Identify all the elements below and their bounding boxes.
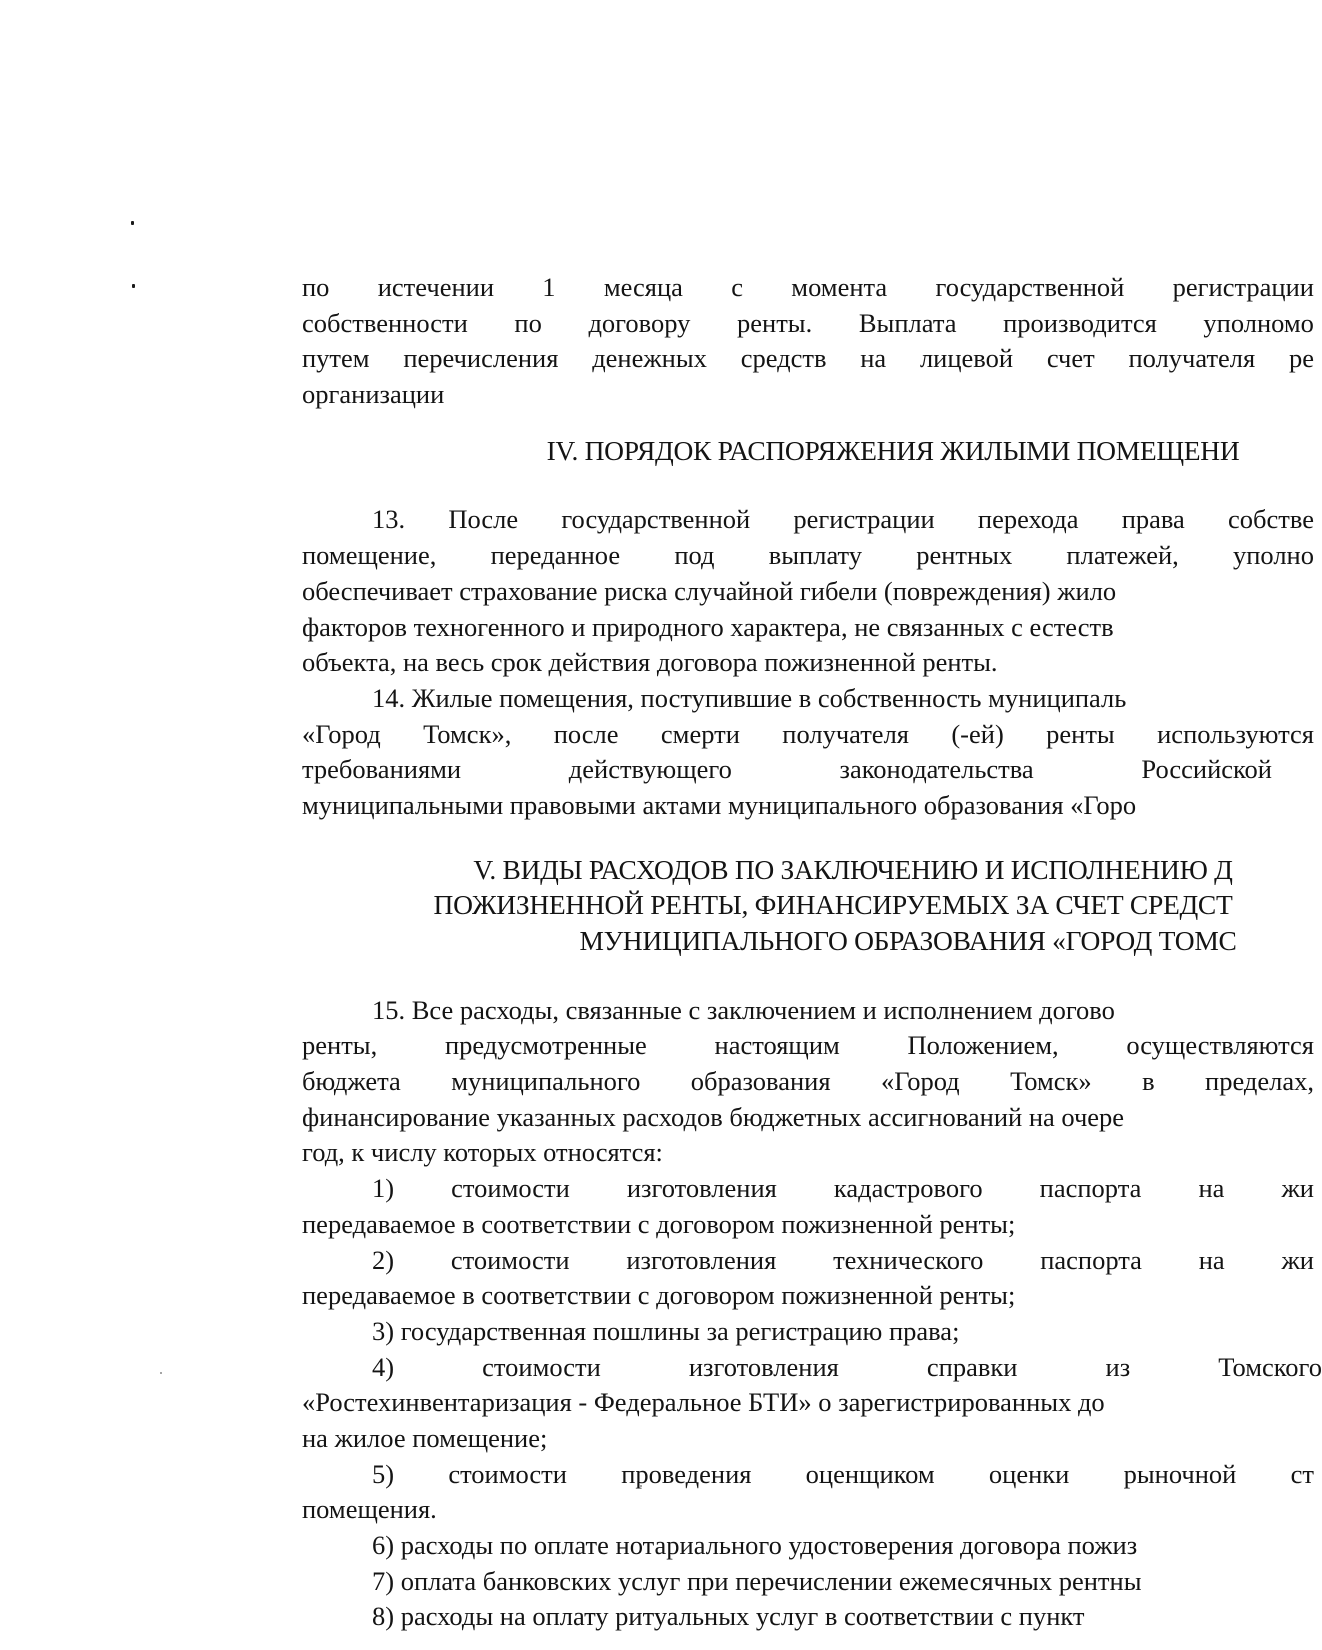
text-line: 3) государственная пошлины за регистрацию права; (372, 1315, 960, 1346)
text-line: 15. Все расходы, связанные с заключением и исполнением догово (372, 994, 1115, 1025)
paragraph-15 (302, 993, 1314, 1171)
word: регистрации (1172, 272, 1314, 302)
text-line (302, 1350, 1322, 1386)
word: 1 (542, 272, 556, 302)
list-item (302, 1243, 1314, 1314)
word: права (1121, 504, 1185, 535)
word: производится (1003, 307, 1157, 338)
text-line (302, 270, 1314, 306)
word: смерти (660, 718, 740, 749)
text-line: 6) расходы по оплате нотариального удостоверения договора пожиз (372, 1530, 1138, 1560)
text-line: на жилое помещение; (302, 1422, 548, 1453)
text-line: передаваемое в соответствии с договором пожизненной ренты; (302, 1208, 1016, 1239)
text-line (302, 1171, 1314, 1207)
word: перечисления (403, 343, 559, 374)
word: перехода (977, 504, 1079, 535)
word: по (514, 307, 542, 338)
list-item (302, 1457, 1314, 1528)
word: образования (690, 1066, 831, 1097)
word: Положением, (907, 1030, 1059, 1061)
word: технического (833, 1244, 984, 1275)
text-line: обеспечивает страхование риска случайной гибели (повреждения) жило (302, 575, 1117, 606)
word: платежей, (1066, 540, 1179, 571)
word: жи (1281, 1244, 1314, 1275)
word: ренты (1046, 718, 1115, 749)
word: денежных (592, 343, 707, 374)
text-line (302, 306, 1314, 342)
word: момента (791, 272, 888, 302)
word: бюджета (302, 1066, 401, 1097)
word: 13. (372, 504, 406, 535)
paragraph-13 (302, 502, 1314, 680)
word: стоимости (448, 1458, 567, 1489)
word: изготовления (626, 1244, 777, 1275)
expense-list (302, 1171, 1322, 1635)
text-line: объекта, на весь срок действия договора пожизненной ренты. (302, 647, 998, 678)
text-line (302, 1028, 1314, 1064)
text-line: организации (302, 379, 445, 410)
word: рентных (916, 540, 1013, 571)
list-item (302, 1171, 1314, 1242)
word: на (1198, 1244, 1225, 1275)
text-line: муниципальными правовыми актами муниципального образования «Горо (302, 789, 1137, 820)
word: помещение, (302, 540, 437, 571)
word: стоимости (451, 1173, 570, 1204)
document-body (302, 270, 1322, 1635)
heading-line: МУНИЦИПАЛЬНОГО ОБРАЗОВАНИЯ «ГОРОД ТОМС (579, 925, 1237, 956)
text-line (302, 1457, 1314, 1493)
text-line (302, 341, 1314, 377)
word: уполномо (1203, 307, 1314, 338)
list-item (302, 1528, 1314, 1564)
section-heading-v (302, 852, 1314, 959)
word: паспорта (1040, 1244, 1142, 1275)
text-line: помещения. (302, 1494, 437, 1525)
word: оценщиком (805, 1458, 935, 1489)
text-line: факторов техногенного и природного характера, не связанных с естеств (302, 611, 1114, 642)
word: Томск», (423, 718, 512, 749)
word: стоимости (450, 1244, 570, 1275)
word: ренты. (737, 307, 813, 338)
word: под (674, 540, 715, 571)
list-item (302, 1314, 1314, 1350)
word: «Город (302, 718, 381, 749)
text-line: финансирование указанных расходов бюджетных ассигнований на очере (302, 1101, 1125, 1132)
word: рыночной (1123, 1458, 1237, 1489)
list-item (302, 1350, 1322, 1457)
word: путем (302, 343, 370, 374)
text-line (302, 502, 1314, 538)
word: Российской (1141, 754, 1272, 785)
word: используются (1157, 718, 1314, 749)
word: договору (588, 307, 691, 338)
word: паспорта (1039, 1173, 1142, 1204)
word: изготовления (688, 1351, 839, 1382)
word: в (1142, 1066, 1155, 1097)
text-line: год, к числу которых относятся: (302, 1137, 663, 1168)
paragraph-12-continuation (302, 270, 1314, 413)
word: пределах, (1205, 1066, 1314, 1097)
word: переданное (490, 540, 621, 571)
paragraph-14 (302, 681, 1314, 824)
word: ренты, (302, 1030, 378, 1061)
word: на (860, 343, 887, 374)
word: справки (926, 1351, 1018, 1382)
word: жи (1281, 1173, 1314, 1204)
text-line (302, 538, 1314, 574)
word: предусмотренные (444, 1030, 647, 1061)
word: требованиями (302, 754, 462, 785)
margin-mark (132, 284, 135, 288)
word: лицевой (919, 343, 1014, 374)
word: стоимости (482, 1351, 601, 1382)
word: собстве (1228, 504, 1314, 535)
word: получателя (782, 718, 909, 749)
word: кадастрового (833, 1173, 983, 1204)
word: получателя (1128, 343, 1256, 374)
word: настоящим (714, 1030, 840, 1061)
word: После (448, 504, 519, 535)
word: муниципального (451, 1066, 641, 1097)
word: после (553, 718, 619, 749)
scan-speck (160, 1372, 162, 1374)
word: средств (740, 343, 827, 374)
word: 1) (372, 1173, 395, 1204)
text-line: 7) оплата банковских услуг при перечислении ежемесячных рентны (372, 1565, 1142, 1596)
word: 5) (372, 1458, 395, 1489)
margin-mark (131, 221, 134, 225)
word: проведения (621, 1458, 752, 1489)
word: государственной (561, 504, 751, 535)
heading-line: ПОЖИЗНЕННОЙ РЕНТЫ, ФИНАНСИРУЕМЫХ ЗА СЧЕТ СРЕДСТ (433, 889, 1233, 921)
word: истечении (377, 272, 494, 302)
word: с (731, 272, 743, 302)
word: регистрации (793, 504, 935, 535)
word: месяца (603, 272, 683, 302)
word: собственности (302, 307, 468, 338)
word: изготовления (626, 1173, 777, 1204)
text-line: 8) расходы на оплату ритуальных услуг в соответствии с пункт (372, 1601, 1085, 1632)
word: «Город (880, 1066, 960, 1097)
text-line: передаваемое в соответствии с договором пожизненной ренты; (302, 1280, 1016, 1311)
word: ст (1290, 1458, 1314, 1489)
text-line (302, 1064, 1314, 1100)
word: 2) (372, 1244, 395, 1275)
word: ре (1288, 343, 1314, 374)
text-line: «Ростехинвентаризация - Федеральное БТИ» о зарегистрированных до (302, 1387, 1105, 1418)
list-item (302, 1564, 1314, 1600)
word: по (302, 272, 330, 302)
word: осуществляются (1126, 1030, 1314, 1061)
word: 4) (372, 1351, 395, 1382)
word: (-ей) (951, 718, 1004, 749)
word: выплату (768, 540, 862, 571)
heading-line: V. ВИДЫ РАСХОДОВ ПО ЗАКЛЮЧЕНИЮ И ИСПОЛНЕНИЮ Д (473, 853, 1233, 885)
word: из (1105, 1351, 1131, 1382)
text-line (302, 752, 1272, 788)
text-line: 14. Жилые помещения, поступившие в собственность муниципаль (372, 682, 1127, 713)
text-line (302, 1243, 1314, 1279)
word: оценки (988, 1458, 1070, 1489)
word: действующего (568, 754, 732, 785)
word: Выплата (858, 307, 957, 338)
word: на (1198, 1173, 1225, 1204)
text-line (302, 717, 1314, 753)
list-item (302, 1599, 1314, 1635)
word: счет (1046, 343, 1095, 374)
word: уполно (1232, 540, 1314, 571)
word: Томск» (1010, 1066, 1092, 1097)
word: Томского (1218, 1351, 1322, 1382)
word: законодательства (839, 754, 1034, 785)
word: государственной (935, 272, 1125, 302)
section-heading-iv: IV. ПОРЯДОК РАСПОРЯЖЕНИЯ ЖИЛЫМИ ПОМЕЩЕНИ (546, 434, 1240, 466)
